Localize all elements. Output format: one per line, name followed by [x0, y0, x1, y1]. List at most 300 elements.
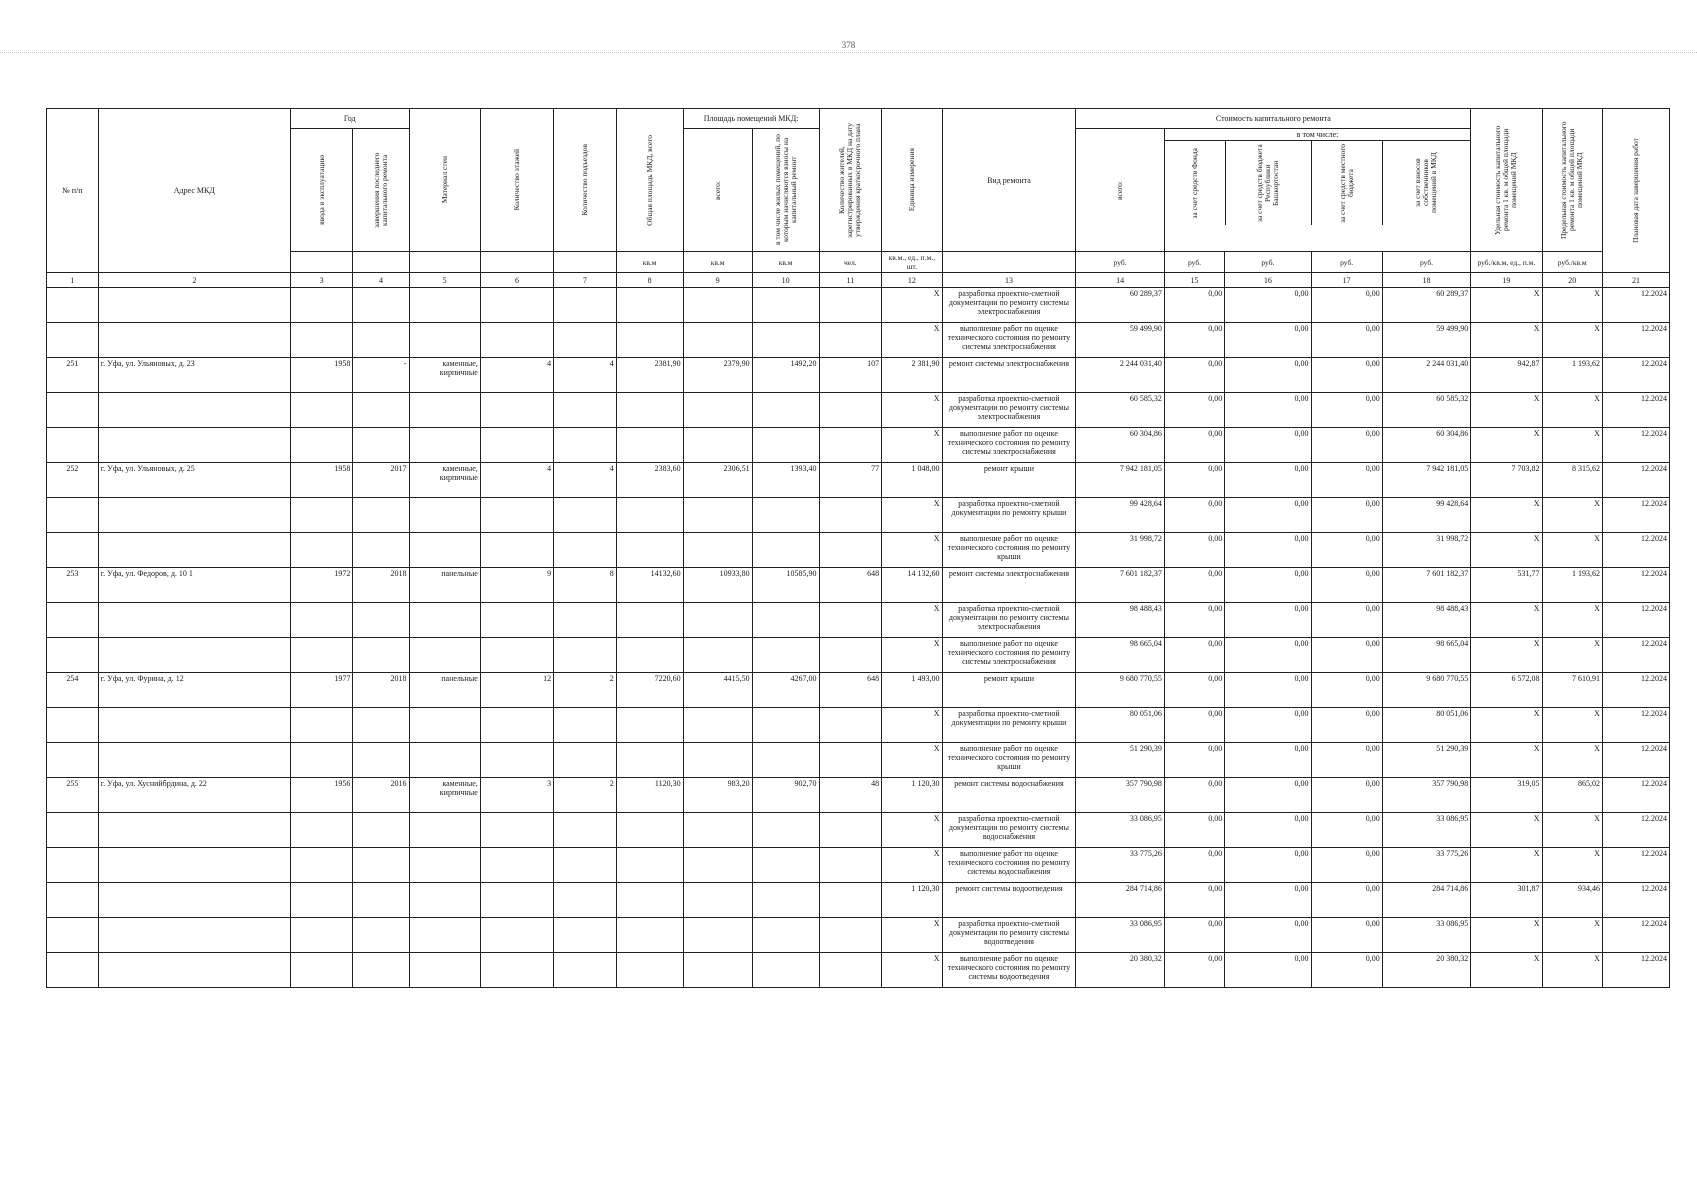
cell-col-2: г. Уфа, ул. Хуснийбрдина, д. 22	[98, 778, 290, 813]
cell-col-15: 0,00	[1164, 358, 1224, 393]
cell-col-9: 4415,50	[683, 673, 752, 708]
cell-col-1	[47, 708, 99, 743]
cell-col-13: ремонт системы электроснабжения	[942, 568, 1076, 603]
cell-col-14: 33 086,95	[1076, 918, 1164, 953]
cell-col-12: X	[882, 848, 942, 883]
cell-col-5: панельные	[409, 673, 480, 708]
cell-col-10: 1393,40	[752, 463, 819, 498]
cell-col-21: 12.2024	[1602, 358, 1669, 393]
cell-col-14: 60 304,86	[1076, 428, 1164, 463]
column-number-cell: 1	[47, 273, 99, 288]
cell-col-6	[480, 428, 553, 463]
table-row	[47, 638, 1670, 673]
cell-col-9	[683, 603, 752, 638]
table-row	[47, 428, 1670, 463]
cell-col-18: 51 290,39	[1382, 743, 1471, 778]
cell-col-12: X	[882, 288, 942, 323]
cell-col-16: 0,00	[1225, 533, 1311, 568]
cell-col-12: X	[882, 393, 942, 428]
cell-col-9	[683, 743, 752, 778]
cell-col-18: 33 775,26	[1382, 848, 1471, 883]
cell-col-20: X	[1542, 638, 1602, 673]
cell-col-21: 12.2024	[1602, 848, 1669, 883]
cell-col-10: 4267,00	[752, 673, 819, 708]
cell-col-18: 60 304,86	[1382, 428, 1471, 463]
column-number-cell: 17	[1311, 273, 1382, 288]
cell-col-19: X	[1471, 533, 1542, 568]
cell-col-7	[554, 498, 617, 533]
cell-col-3	[290, 288, 353, 323]
cell-col-20: X	[1542, 533, 1602, 568]
table-row	[47, 603, 1670, 638]
unit-cell: руб.	[1311, 252, 1382, 273]
unit-cell: кв.м., ед., п.м., шт.	[882, 252, 942, 273]
cell-col-17: 0,00	[1311, 638, 1382, 673]
cell-col-17: 0,00	[1311, 778, 1382, 813]
cell-col-15: 0,00	[1164, 673, 1224, 708]
cell-col-11	[819, 393, 882, 428]
cell-col-7: 2	[554, 778, 617, 813]
cell-col-5	[409, 393, 480, 428]
cell-col-10	[752, 288, 819, 323]
cell-col-4	[353, 638, 409, 673]
cell-col-12: 1 048,00	[882, 463, 942, 498]
cell-col-3	[290, 848, 353, 883]
cell-col-1	[47, 498, 99, 533]
cell-col-16: 0,00	[1225, 673, 1311, 708]
cell-col-11: 48	[819, 778, 882, 813]
cell-col-2	[98, 533, 290, 568]
cell-col-14: 98 665,04	[1076, 638, 1164, 673]
cell-col-8	[616, 323, 683, 358]
cell-col-13: ремонт системы водоснабжения	[942, 778, 1076, 813]
cell-col-16: 0,00	[1225, 428, 1311, 463]
cell-col-18: 98 488,43	[1382, 603, 1471, 638]
cell-col-15: 0,00	[1164, 708, 1224, 743]
cell-col-6	[480, 603, 553, 638]
cell-col-11	[819, 323, 882, 358]
cell-col-17: 0,00	[1311, 498, 1382, 533]
cell-col-8	[616, 603, 683, 638]
cell-col-4: 2016	[353, 778, 409, 813]
cell-col-21: 12.2024	[1602, 673, 1669, 708]
cell-col-18: 59 499,90	[1382, 323, 1471, 358]
cell-col-5	[409, 498, 480, 533]
column-number-cell: 5	[409, 273, 480, 288]
cell-col-2: г. Уфа, ул. Федоров, д. 10 1	[98, 568, 290, 603]
cell-col-17: 0,00	[1311, 883, 1382, 918]
cell-col-17: 0,00	[1311, 673, 1382, 708]
cell-col-13: разработка проектно-сметной документации по ремонту системы водоснабжения	[942, 813, 1076, 848]
cell-col-12: X	[882, 603, 942, 638]
cell-col-9	[683, 813, 752, 848]
header-area-group: Площадь помещений МКД:	[683, 109, 819, 129]
cell-col-1: 253	[47, 568, 99, 603]
cell-col-8	[616, 743, 683, 778]
cell-col-10	[752, 533, 819, 568]
header-total-area: Общая площадь МКД, всего	[616, 109, 683, 252]
cell-col-13: разработка проектно-сметной документации по ремонту системы электроснабжения	[942, 393, 1076, 428]
cell-col-12: X	[882, 708, 942, 743]
cell-col-5	[409, 603, 480, 638]
column-number-cell: 21	[1602, 273, 1669, 288]
cell-col-4: 2018	[353, 673, 409, 708]
unit-cell: руб.	[1076, 252, 1164, 273]
cell-col-11	[819, 883, 882, 918]
cell-col-4	[353, 393, 409, 428]
cell-col-2	[98, 638, 290, 673]
cell-col-1	[47, 953, 99, 988]
cell-col-8: 2383,60	[616, 463, 683, 498]
cell-col-16: 0,00	[1225, 603, 1311, 638]
cell-col-6: 3	[480, 778, 553, 813]
cell-col-15: 0,00	[1164, 638, 1224, 673]
cell-col-11	[819, 638, 882, 673]
cell-col-20: 7 610,91	[1542, 673, 1602, 708]
cell-col-14: 60 585,32	[1076, 393, 1164, 428]
cell-col-19: 6 572,08	[1471, 673, 1542, 708]
cell-col-11	[819, 288, 882, 323]
cell-col-9	[683, 533, 752, 568]
cell-col-19: X	[1471, 953, 1542, 988]
cell-col-18: 60 289,37	[1382, 288, 1471, 323]
cell-col-2	[98, 848, 290, 883]
cell-col-9	[683, 323, 752, 358]
column-number-cell: 8	[616, 273, 683, 288]
cell-col-16: 0,00	[1225, 708, 1311, 743]
cell-col-16: 0,00	[1225, 358, 1311, 393]
cell-col-8: 2381,90	[616, 358, 683, 393]
units-row	[47, 252, 1670, 273]
cell-col-8: 1120,30	[616, 778, 683, 813]
cell-col-20: X	[1542, 323, 1602, 358]
cell-col-19: X	[1471, 813, 1542, 848]
cell-col-10: 902,70	[752, 778, 819, 813]
column-number-cell: 11	[819, 273, 882, 288]
cell-col-14: 59 499,90	[1076, 323, 1164, 358]
cell-col-3	[290, 953, 353, 988]
cell-col-18: 357 790,98	[1382, 778, 1471, 813]
cell-col-19: 942,87	[1471, 358, 1542, 393]
cell-col-4	[353, 953, 409, 988]
unit-cell: кв.м	[683, 252, 752, 273]
cell-col-21: 12.2024	[1602, 638, 1669, 673]
cell-col-5	[409, 533, 480, 568]
cell-col-11	[819, 533, 882, 568]
cell-col-3	[290, 498, 353, 533]
cell-col-8	[616, 953, 683, 988]
cell-col-9	[683, 953, 752, 988]
header-wall-material: Материал стен	[409, 109, 480, 252]
header-incl-subtable	[1165, 141, 1470, 225]
cell-col-19: X	[1471, 848, 1542, 883]
cell-col-20: X	[1542, 393, 1602, 428]
cell-col-20: X	[1542, 288, 1602, 323]
cell-col-17: 0,00	[1311, 323, 1382, 358]
header-cost-total: всего:	[1076, 129, 1164, 252]
cell-col-8: 14132,60	[616, 568, 683, 603]
cell-col-17: 0,00	[1311, 463, 1382, 498]
cell-col-6	[480, 953, 553, 988]
cell-col-10	[752, 498, 819, 533]
cell-col-10	[752, 393, 819, 428]
cell-col-15: 0,00	[1164, 498, 1224, 533]
cell-col-12: X	[882, 953, 942, 988]
header-incl: в том числе:	[1165, 129, 1470, 141]
cell-col-1	[47, 743, 99, 778]
cell-col-4	[353, 848, 409, 883]
cell-col-9: 983,20	[683, 778, 752, 813]
cell-col-14: 20 380,32	[1076, 953, 1164, 988]
cell-col-5	[409, 953, 480, 988]
cell-col-15: 0,00	[1164, 428, 1224, 463]
document-table-wrapper	[46, 108, 1670, 988]
cell-col-5	[409, 743, 480, 778]
cell-col-3	[290, 323, 353, 358]
cell-col-12: X	[882, 813, 942, 848]
cell-col-11	[819, 848, 882, 883]
cell-col-1	[47, 288, 99, 323]
cell-col-3	[290, 603, 353, 638]
cell-col-1	[47, 393, 99, 428]
cell-col-1	[47, 813, 99, 848]
cell-col-5	[409, 708, 480, 743]
cell-col-5: каменные, кирпичные	[409, 463, 480, 498]
cell-col-11	[819, 498, 882, 533]
cell-col-19: X	[1471, 323, 1542, 358]
cell-col-7: 8	[554, 568, 617, 603]
cell-col-19: X	[1471, 498, 1542, 533]
cell-col-9	[683, 498, 752, 533]
cell-col-3	[290, 743, 353, 778]
cell-col-14: 31 998,72	[1076, 533, 1164, 568]
cell-col-3	[290, 533, 353, 568]
cell-col-6	[480, 323, 553, 358]
cell-col-13: ремонт крыши	[942, 673, 1076, 708]
cell-col-15: 0,00	[1164, 778, 1224, 813]
cell-col-15: 0,00	[1164, 568, 1224, 603]
cell-col-11	[819, 918, 882, 953]
cell-col-6	[480, 533, 553, 568]
cell-col-18: 7 601 182,37	[1382, 568, 1471, 603]
cell-col-14: 33 086,95	[1076, 813, 1164, 848]
column-numbers-row	[47, 273, 1670, 288]
cell-col-18: 33 086,95	[1382, 813, 1471, 848]
cell-col-1	[47, 323, 99, 358]
table-row	[47, 743, 1670, 778]
cell-col-10: 10585,90	[752, 568, 819, 603]
header-address: Адрес МКД	[98, 109, 290, 273]
table-row	[47, 393, 1670, 428]
cell-col-6	[480, 848, 553, 883]
cell-col-1	[47, 638, 99, 673]
cell-col-6	[480, 288, 553, 323]
unit-cell	[353, 252, 409, 273]
cell-col-16: 0,00	[1225, 778, 1311, 813]
cell-col-17: 0,00	[1311, 603, 1382, 638]
cell-col-12: X	[882, 638, 942, 673]
cell-col-10	[752, 953, 819, 988]
cell-col-6	[480, 393, 553, 428]
cell-col-7	[554, 813, 617, 848]
cell-col-8	[616, 428, 683, 463]
header-repair-type: Вид ремонта	[942, 109, 1076, 252]
cell-col-8	[616, 393, 683, 428]
cell-col-21: 12.2024	[1602, 568, 1669, 603]
cell-col-3: 1977	[290, 673, 353, 708]
cell-col-18: 60 585,32	[1382, 393, 1471, 428]
cell-col-21: 12.2024	[1602, 533, 1669, 568]
header-local: за счет средств местного бюджета	[1311, 141, 1382, 225]
cell-col-21: 12.2024	[1602, 953, 1669, 988]
cell-col-2: г. Уфа, ул. Ульяновых, д. 23	[98, 358, 290, 393]
cell-col-15: 0,00	[1164, 533, 1224, 568]
cell-col-19: 531,77	[1471, 568, 1542, 603]
cell-col-4	[353, 813, 409, 848]
cell-col-12: 1 120,30	[882, 883, 942, 918]
cell-col-12: X	[882, 743, 942, 778]
unit-cell: кв.м	[616, 252, 683, 273]
cell-col-9: 2379,90	[683, 358, 752, 393]
cell-col-11: 648	[819, 568, 882, 603]
cell-col-14: 98 488,43	[1076, 603, 1164, 638]
cell-col-12: 1 120,30	[882, 778, 942, 813]
unit-cell: руб./кв.м, ед., п.м.	[1471, 252, 1542, 273]
cell-col-19: 7 703,82	[1471, 463, 1542, 498]
column-number-cell: 9	[683, 273, 752, 288]
header-area-capital: в том числе жилых помещений, по которым начисляются взносы на капитальный ремонт	[752, 129, 819, 252]
cell-col-10: 1492,20	[752, 358, 819, 393]
cell-col-4: 2017	[353, 463, 409, 498]
cell-col-8	[616, 288, 683, 323]
cell-col-19: 319,05	[1471, 778, 1542, 813]
table-row	[47, 778, 1670, 813]
header-year-last-repair: завершения последнего капитального ремонта	[353, 129, 409, 252]
cell-col-14: 7 942 181,05	[1076, 463, 1164, 498]
cell-col-13: выполнение работ по оценке технического состояния по ремонту крыши	[942, 533, 1076, 568]
page-number: 378	[841, 40, 856, 50]
header-specific-cost: Удельная стоимость капитального ремонта 1 кв. м общей площади помещений МКД	[1471, 109, 1542, 252]
header-republic: за счет средств бюджета Республики Башкортостан	[1225, 141, 1311, 225]
cell-col-4: -	[353, 358, 409, 393]
cell-col-1	[47, 603, 99, 638]
cell-col-10	[752, 708, 819, 743]
cell-col-13: выполнение работ по оценке технического состояния по ремонту крыши	[942, 743, 1076, 778]
cell-col-7	[554, 393, 617, 428]
cell-col-12: 2 381,90	[882, 358, 942, 393]
table-row	[47, 673, 1670, 708]
cell-col-21: 12.2024	[1602, 603, 1669, 638]
cell-col-21: 12.2024	[1602, 813, 1669, 848]
cell-col-14: 2 244 031,40	[1076, 358, 1164, 393]
cell-col-5	[409, 813, 480, 848]
cell-col-9	[683, 393, 752, 428]
table-row	[47, 358, 1670, 393]
cell-col-5	[409, 428, 480, 463]
cell-col-8	[616, 533, 683, 568]
cell-col-13: разработка проектно-сметной документации по ремонту системы электроснабжения	[942, 288, 1076, 323]
cell-col-13: разработка проектно-сметной документации по ремонту системы электроснабжения	[942, 603, 1076, 638]
cell-col-18: 99 428,64	[1382, 498, 1471, 533]
cell-col-19: X	[1471, 708, 1542, 743]
cell-col-21: 12.2024	[1602, 778, 1669, 813]
cell-col-3	[290, 638, 353, 673]
cell-col-10	[752, 603, 819, 638]
cell-col-21: 12.2024	[1602, 428, 1669, 463]
cell-col-20: X	[1542, 848, 1602, 883]
cell-col-13: выполнение работ по оценке технического состояния по ремонту системы водоснабжения	[942, 848, 1076, 883]
cell-col-19: X	[1471, 743, 1542, 778]
cell-col-7	[554, 603, 617, 638]
cell-col-1: 251	[47, 358, 99, 393]
cell-col-2	[98, 498, 290, 533]
cell-col-9: 2306,51	[683, 463, 752, 498]
cell-col-13: выполнение работ по оценке технического состояния по ремонту системы электроснабжения	[942, 323, 1076, 358]
cell-col-8	[616, 848, 683, 883]
cell-col-13: выполнение работ по оценке технического состояния по ремонту системы электроснабжения	[942, 428, 1076, 463]
cell-col-13: разработка проектно-сметной документации по ремонту крыши	[942, 708, 1076, 743]
cell-col-7	[554, 848, 617, 883]
table-row	[47, 288, 1670, 323]
cell-col-10	[752, 323, 819, 358]
cell-col-5: каменные, кирпичные	[409, 358, 480, 393]
cell-col-16: 0,00	[1225, 498, 1311, 533]
cell-col-1: 254	[47, 673, 99, 708]
cell-col-16: 0,00	[1225, 918, 1311, 953]
header-planned-date: Плановая дата завершения работ	[1602, 109, 1669, 273]
cell-col-1	[47, 428, 99, 463]
column-number-cell: 19	[1471, 273, 1542, 288]
cell-col-21: 12.2024	[1602, 463, 1669, 498]
table-body	[47, 288, 1670, 988]
column-number-cell: 16	[1225, 273, 1311, 288]
header-area-total: всего:	[683, 129, 752, 252]
cell-col-12: 1 493,00	[882, 673, 942, 708]
cell-col-16: 0,00	[1225, 463, 1311, 498]
cell-col-11	[819, 813, 882, 848]
cell-col-12: X	[882, 498, 942, 533]
cell-col-20: X	[1542, 498, 1602, 533]
cell-col-1	[47, 883, 99, 918]
cell-col-16: 0,00	[1225, 288, 1311, 323]
cell-col-2	[98, 393, 290, 428]
header-year-group: Год	[290, 109, 409, 129]
cell-col-2	[98, 743, 290, 778]
cell-col-16: 0,00	[1225, 323, 1311, 358]
cell-col-1	[47, 848, 99, 883]
cell-col-4	[353, 533, 409, 568]
cell-col-17: 0,00	[1311, 288, 1382, 323]
cell-col-7	[554, 323, 617, 358]
cell-col-4	[353, 603, 409, 638]
table-row	[47, 498, 1670, 533]
cell-col-17: 0,00	[1311, 568, 1382, 603]
cell-col-14: 7 601 182,37	[1076, 568, 1164, 603]
cell-col-19: X	[1471, 918, 1542, 953]
cell-col-7: 2	[554, 673, 617, 708]
cell-col-12: X	[882, 533, 942, 568]
cell-col-12: X	[882, 918, 942, 953]
cell-col-4: 2018	[353, 568, 409, 603]
cell-col-8	[616, 918, 683, 953]
cell-col-15: 0,00	[1164, 953, 1224, 988]
cell-col-18: 98 665,04	[1382, 638, 1471, 673]
cell-col-12: 14 132,60	[882, 568, 942, 603]
cell-col-7	[554, 533, 617, 568]
column-number-cell: 15	[1164, 273, 1224, 288]
cell-col-11	[819, 428, 882, 463]
cell-col-6: 4	[480, 358, 553, 393]
